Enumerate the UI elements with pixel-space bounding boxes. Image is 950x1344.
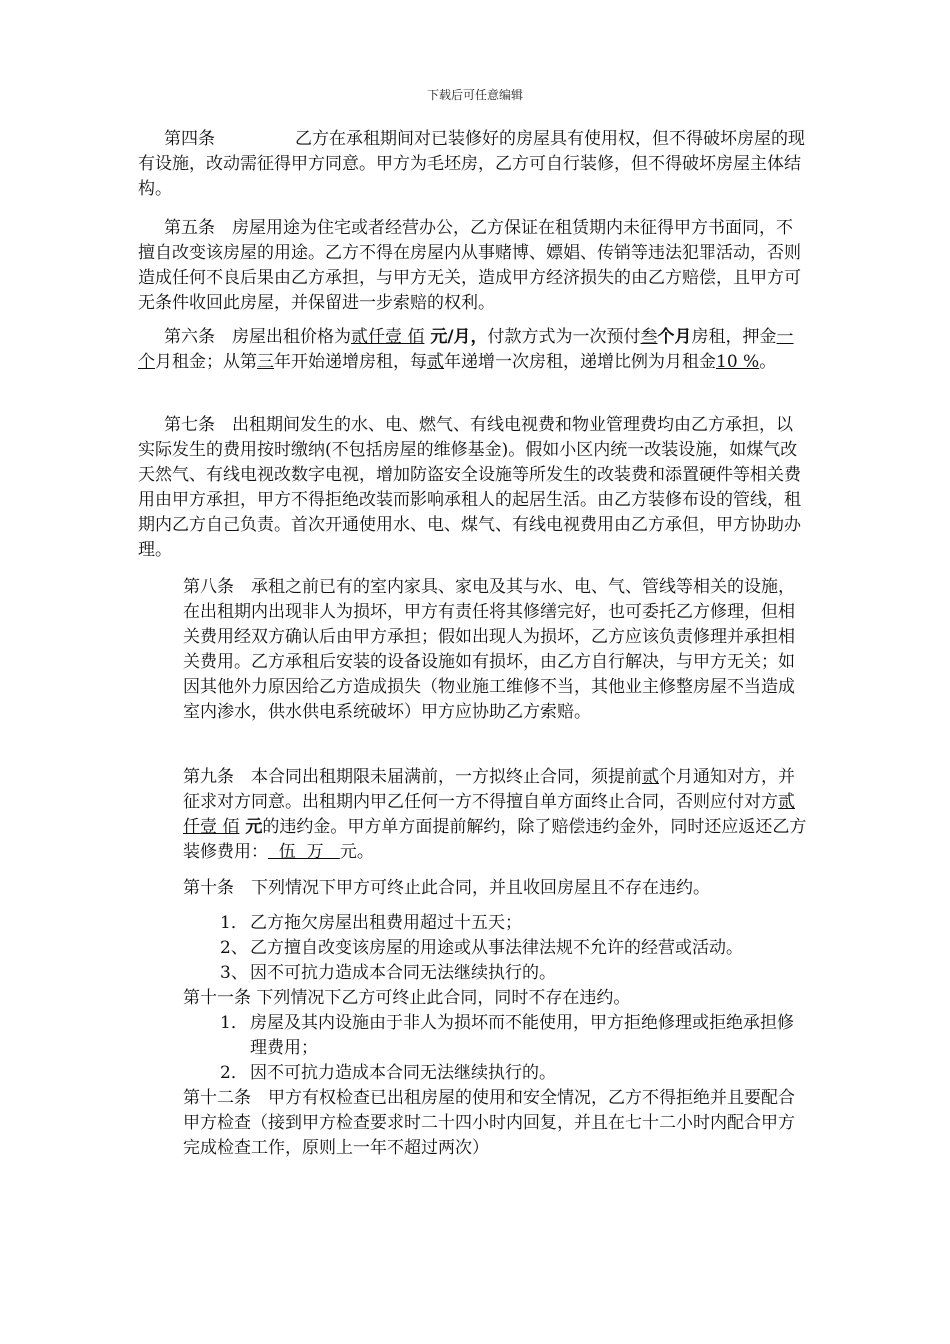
increase-rate: 10 % [716,352,760,372]
notice-months: 贰 [642,767,659,787]
article-5-text: 房屋用途为住宅或者经营办公，乙方保证在租赁期内未征得甲方书面同，不擅自改变该房屋的用途。乙方不得在房屋内从事赌博、嫖娼、传销等违法犯罪活动，否则造成任何不良后果由乙方承担，与甲方无关，造成甲方经济损失的由乙方赔偿，且甲方可无条件收回此房屋，并保留进一步索赔的权利。 [138,218,801,313]
article-6-text: 个月 [657,327,692,347]
list-item-text: 因不可抗力造成本合同无法继续执行的。 [250,1063,556,1083]
article-8-title: 第八条 [183,577,234,597]
article-11-text: 下列情况下乙方可终止此合同，同时不存在违约。 [256,988,631,1008]
article-5 [138,216,808,316]
article-8 [183,575,808,725]
article-10-text: 下列情况下甲方可终止此合同，并且收回房屋且不存在违约。 [251,878,710,898]
prepay-months: 叁 [640,327,658,347]
article-9-title: 第九条 [183,767,234,787]
article-6-text: 。 [759,352,777,372]
article-6-text: 房屋出租价格为 [232,327,351,347]
article-11-title: 第十一条 [183,988,251,1008]
article-10 [183,876,808,901]
list-item [183,961,808,986]
list-item-text: 因不可抗力造成本合同无法继续执行的。 [250,963,556,983]
list-item-number: 2． [220,1063,248,1083]
article-7-text: 出租期间发生的水、电、燃气、有线电视费和物业管理费均由乙方承担，以实际发生的费用按时缴纳(不包括房屋的维修基金)。假如小区内统一改装设施，如煤气改天然气、有线电视改数字电视，增加防盗安全设施等所发生的改装费和添置硬件等相关费用由甲方承担，甲方不得拒绝改装而影响承租人的起居生活。由乙方装修布设的管线，租期内乙方自己负责。首次开通使用水、电、煤气、有线电视费用由乙方承但，甲方协助办理。 [138,415,801,560]
increase-start-year: 三 [257,352,274,372]
rent-unit: 元/月， [424,327,488,347]
article-9-text: 元。 [339,842,374,862]
article-9-text: 的违约金。甲方单方面提前解约，除了赔偿违约金外，同时还应返还乙方装修费用： [183,817,807,862]
page-header: 下载后可任意编辑 [426,88,523,102]
article-7 [138,413,806,563]
list-item-text: 乙方拖欠房屋出租费用超过十五天； [250,913,522,933]
article-9-text: 个月通知对方，并征求对方同意。出租期内甲乙任何一方不得擅自单方面终止合同，否则应付对方 [183,767,795,812]
article-9 [183,765,808,865]
article-4 [138,127,806,202]
list-item-number: 3、 [220,963,248,983]
article-6-text: 年递增一次房租，递增比例为月租金 [444,352,716,372]
deposit-amount: 一个 [138,327,794,372]
article-8-text: 承租之前已有的室内家具、家电及其与水、电、气、管线等相关的设施，在出租期内出现非人为损坏，甲方有责任将其修缮完好，也可委托乙方修理，但相关费用经双方确认后由甲方承担；假如出现人为损坏，乙方应该负责修理并承担相关费用。乙方承租后安装的设备设施如有损坏，由乙方自行解决，与甲方无关；如因其他外力原因给乙方造成损失（物业施工维修不当，其他业主修整房屋不当造成室内渗水，供水供电系统破坏）甲方应协助乙方索赔。 [183,577,795,722]
article-12 [183,1086,808,1161]
list-item-text: 房屋及其内设施由于非人为损坏而不能使用，甲方拒绝修理或拒绝承担修理费用； [250,1013,794,1058]
article-9-text: 元 [239,817,263,837]
article-9-text: 本合同出租期限未届满前，一方拟终止合同，须提前 [251,767,642,787]
article-11-list [183,1011,808,1086]
penalty-amount: 贰仟壹 佰 [183,792,795,837]
article-6-title: 第六条 [164,327,215,347]
article-6-text: 付款方式为一次预付 [487,327,641,347]
article-6-text: 月租金；从第 [155,352,257,372]
article-6 [138,325,806,375]
list-item [183,936,808,961]
list-item-number: 1． [220,1013,248,1033]
article-4-title: 第四条 [164,129,215,149]
renovation-fee: 伍 万 [268,842,340,862]
article-6-text: 房租，押金 [691,327,777,347]
list-item [183,911,808,936]
article-7-title: 第七条 [164,415,215,435]
rent-price: 贰仟壹 佰 [351,327,425,347]
article-4-text: 乙方在承租期间对已装修好的房屋具有使用权，但不得破坏房屋的现有设施，改动需征得甲方同意。甲方为毛坯房，乙方可自行装修，但不得破坏房屋主体结构。 [138,129,805,199]
article-6-text: 年开始递增房租，每 [274,352,427,372]
list-item-number: 1． [220,913,248,933]
list-item [183,1011,808,1061]
article-11 [183,986,808,1011]
article-10-list [183,911,808,986]
article-12-text: 甲方有权检查已出租房屋的使用和安全情况，乙方不得拒绝并且要配合甲方检查（接到甲方检查要求时二十四小时内回复，并且在七十二小时内配合甲方完成检查工作，原则上一年不超过两次） [183,1088,795,1158]
article-10-title: 第十条 [183,878,234,898]
list-item-number: 2、 [220,938,248,958]
article-12-title: 第十二条 [183,1088,251,1108]
list-item-text: 乙方擅自改变该房屋的用途或从事法律法规不允许的经营或活动。 [250,938,743,958]
list-item [183,1061,808,1086]
article-5-title: 第五条 [164,218,215,238]
increase-interval: 贰 [427,352,444,372]
